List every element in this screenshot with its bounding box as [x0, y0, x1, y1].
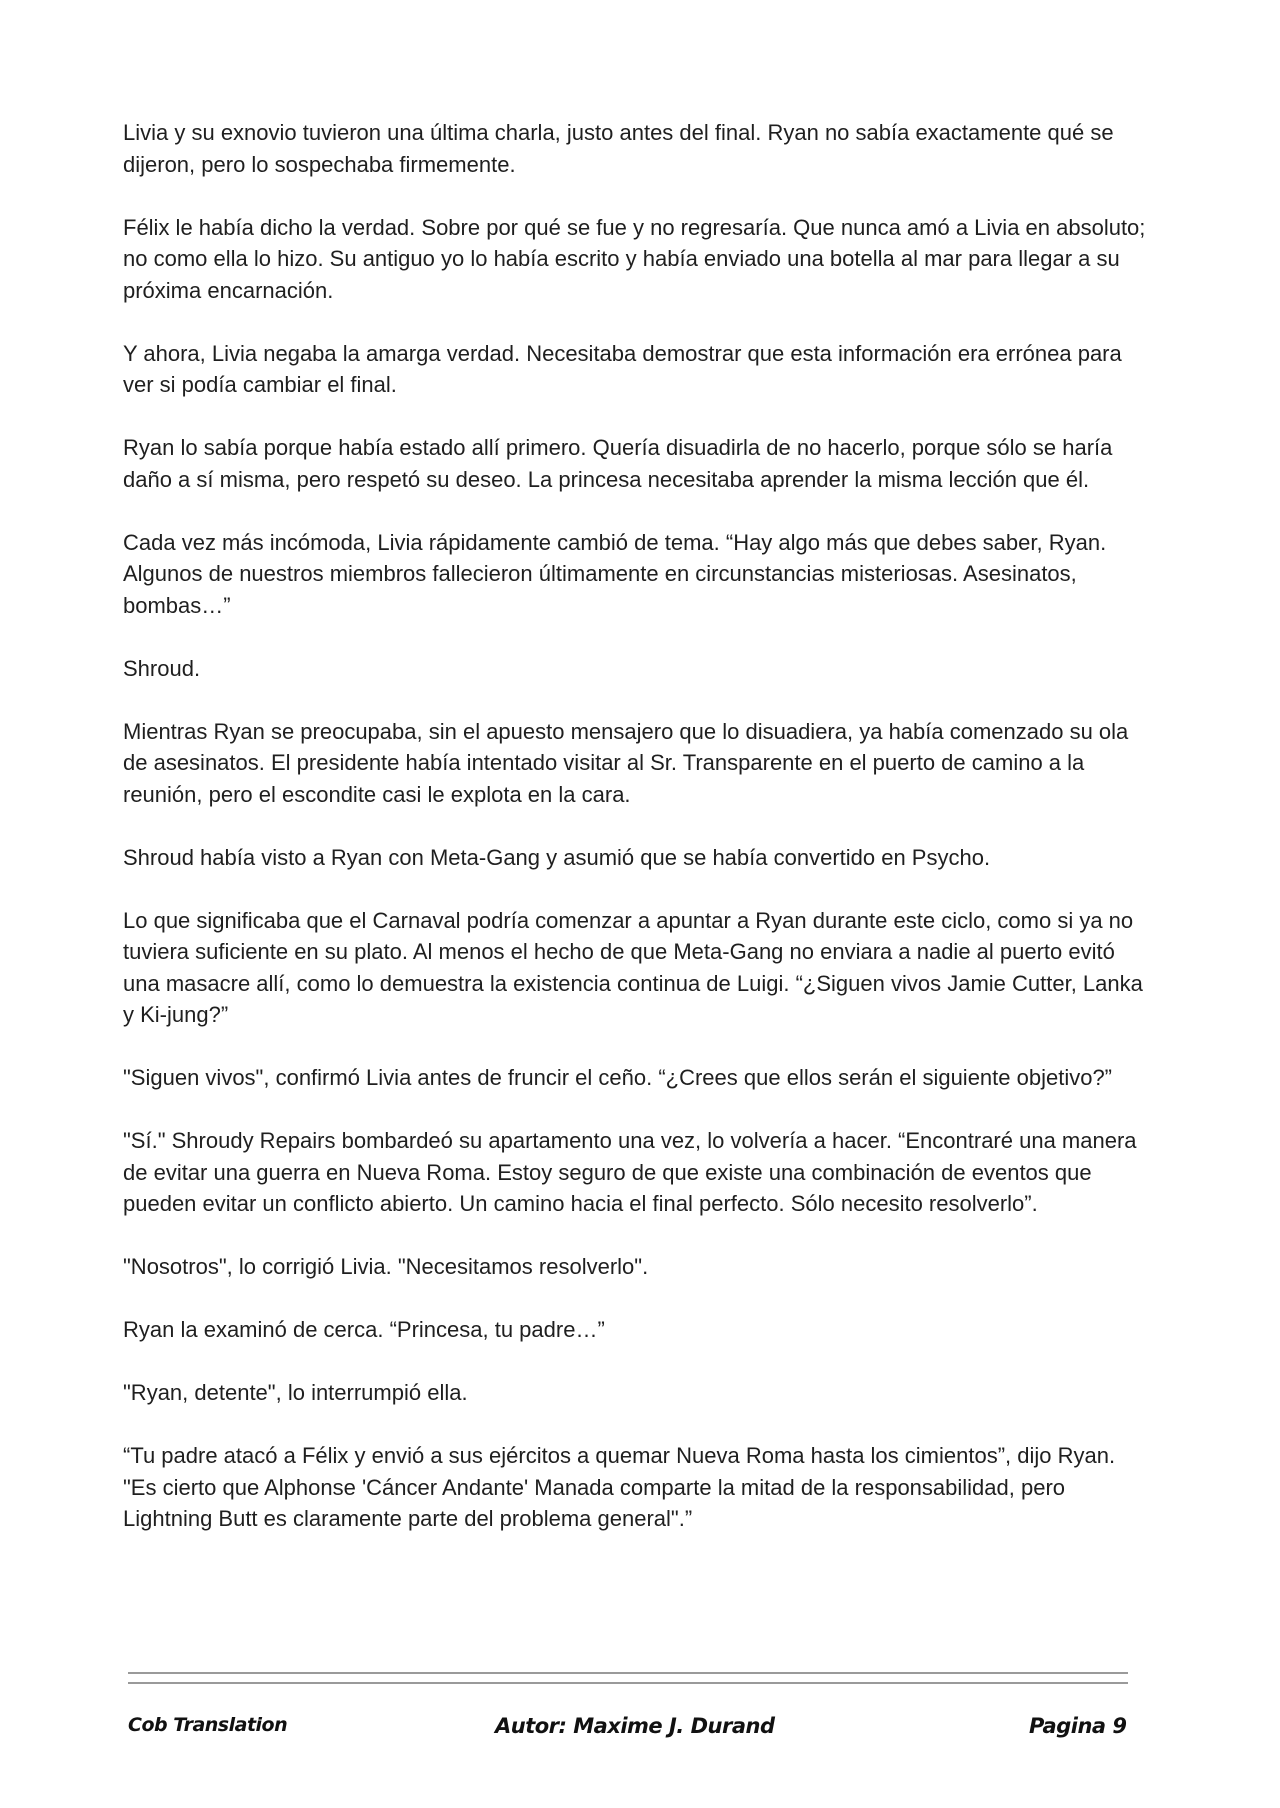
paragraph-12: "Nosotros", lo corrigió Livia. "Necesitamos resolverlo". — [123, 1254, 649, 1279]
paragraph-9: Lo que significaba que el Carnaval podría comenzar a apuntar a Ryan durante este ciclo, como si ya no tuviera suficiente en su plato. Al menos el hecho de que Meta-Gang no enviara a nadie al puerto evitó una masacre allí, como lo demuestra la existencia continua de Luigi. “¿Siguen vivos Jamie Cutter, Lanka y Ki-jung?” — [123, 907, 1143, 1027]
paragraph-4: Ryan lo sabía porque había estado allí primero. Quería disuadirla de no hacerlo, porque sólo se haría daño a sí misma, pero respetó su deseo. La princesa necesitaba aprender la misma lección que él. — [123, 435, 1113, 492]
footer-page-number: Pagina 9 — [1029, 1714, 1127, 1738]
paragraph-11: "Sí." Shroudy Repairs bombardeó su apartamento una vez, lo volvería a hacer. “Encontraré una manera de evitar una guerra en Nueva Roma. Estoy seguro de que existe una combinación de eventos que pueden evitar un conflicto abierto. Un camino hacia el final perfecto. Sólo necesito resolverlo”. — [123, 1128, 1137, 1216]
footer-translator: Cob Translation — [128, 1714, 288, 1736]
paragraph-7: Mientras Ryan se preocupaba, sin el apuesto mensajero que lo disuadiera, ya había comenzado su ola de asesinatos. El presidente había intentado visitar al Sr. Transparente en el puerto de camino a la reunión, pero el escondite casi le explota en la cara. — [123, 718, 1129, 807]
paragraph-10: "Siguen vivos", confirmó Livia antes de fruncir el ceño. “¿Crees que ellos serán el siguiente objetivo?” — [123, 1065, 1113, 1090]
paragraph-1: Livia y su exnovio tuvieron una última charla, justo antes del final. Ryan no sabía exactamente qué se dijeron, pero lo sospechaba firmemente. — [123, 120, 1114, 177]
paragraph-5: Cada vez más incómoda, Livia rápidamente cambió de tema. “Hay algo más que debes saber, Ryan. Algunos de nuestros miembros fallecieron últimamente en circunstancias misteriosas. Asesinatos, bombas…” — [123, 529, 1107, 618]
footer-author: Autor: Maxime J. Durand — [495, 1714, 775, 1738]
paragraph-6: Shroud. — [123, 655, 201, 681]
paragraph-14: "Ryan, detente", lo interrumpió ella. — [123, 1380, 468, 1405]
footer-divider-top — [128, 1672, 1128, 1674]
footer-divider-bottom — [128, 1682, 1128, 1684]
paragraph-15: “Tu padre atacó a Félix y envió a sus ejércitos a quemar Nueva Roma hasta los cimientos”, dijo Ryan. "Es cierto que Alphonse 'Cáncer Andante' Manada comparte la mitad de la responsabilidad, pero Lightning Butt es claramente parte del problema general".” — [123, 1443, 1116, 1531]
paragraph-8: Shroud había visto a Ryan con Meta-Gang y asumió que se había convertido en Psycho. — [123, 844, 991, 870]
paragraph-2: Félix le había dicho la verdad. Sobre por qué se fue y no regresaría. Que nunca amó a Livia en absoluto; no como ella lo hizo. Su antiguo yo lo había escrito y había enviado una botella al mar para llegar a su próxima encarnación. — [123, 214, 1146, 303]
body-text — [123, 117, 1153, 1566]
paragraph-3: Y ahora, Livia negaba la amarga verdad. Necesitaba demostrar que esta información era errónea para ver si podía cambiar el final. — [123, 340, 1122, 397]
paragraph-13: Ryan la examinó de cerca. “Princesa, tu padre…” — [123, 1317, 605, 1342]
